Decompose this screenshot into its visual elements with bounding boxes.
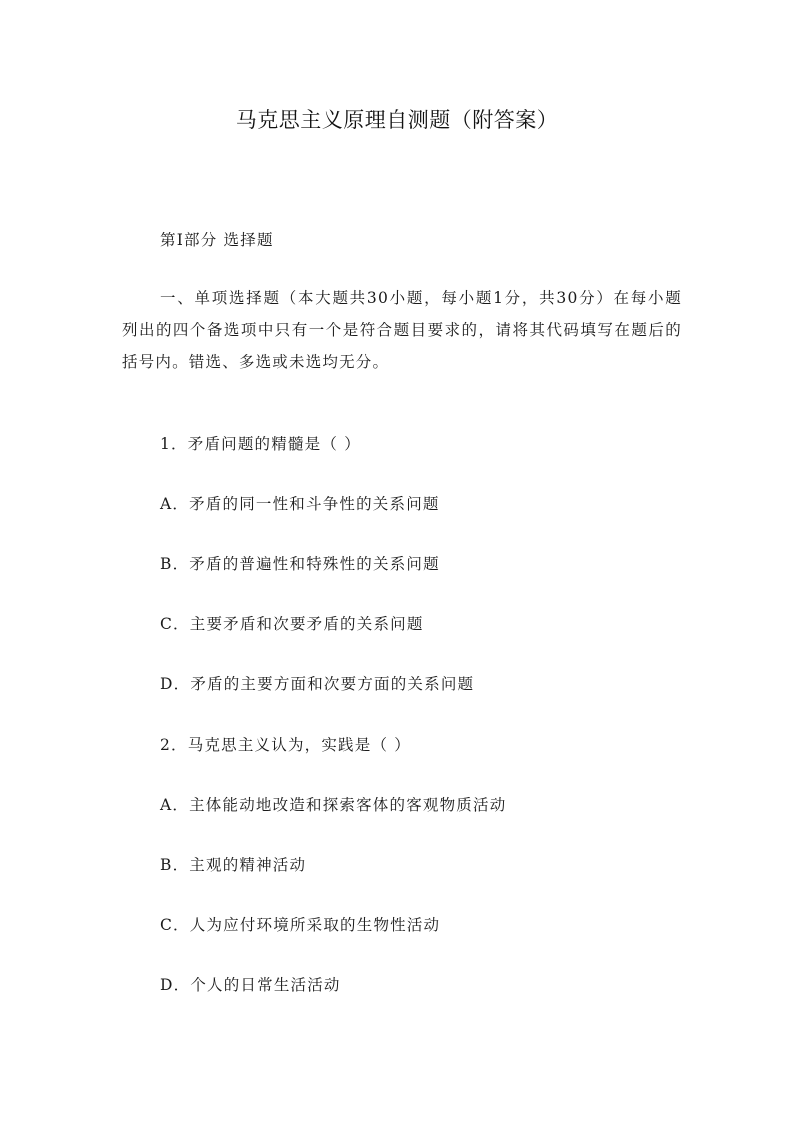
question-2-option-d: D．个人的日常生活活动 [160,976,341,994]
section-heading: 第Ⅰ部分 选择题 [160,231,274,249]
question-2-option-b: B．主观的精神活动 [160,856,307,874]
question-2-stem: 2．马克思主义认为，实践是（ ） [160,736,411,754]
question-2-option-a: A．主体能动地改造和探索客体的客观物质活动 [160,796,507,814]
question-1-stem: 1．矛盾问题的精髓是（ ） [160,435,361,453]
instructions-paragraph: 一、单项选择题（本大题共30小题，每小题1分，共30分）在每小题列出的四个备选项中只有一个是符合题目要求的，请将其代码填写在题后的括号内。错选、多选或未选均无分。 [122,289,682,371]
question-2-option-c: C．人为应付环境所采取的生物性活动 [160,916,441,934]
document-title: 马克思主义原理自测题（附答案） [235,108,559,132]
question-1-option-c: C．主要矛盾和次要矛盾的关系问题 [160,615,424,633]
question-1-option-a: A．矛盾的同一性和斗争性的关系问题 [160,495,440,513]
question-1-option-d: D．矛盾的主要方面和次要方面的关系问题 [160,675,475,693]
question-1-option-b: B．矛盾的普遍性和特殊性的关系问题 [160,555,440,573]
